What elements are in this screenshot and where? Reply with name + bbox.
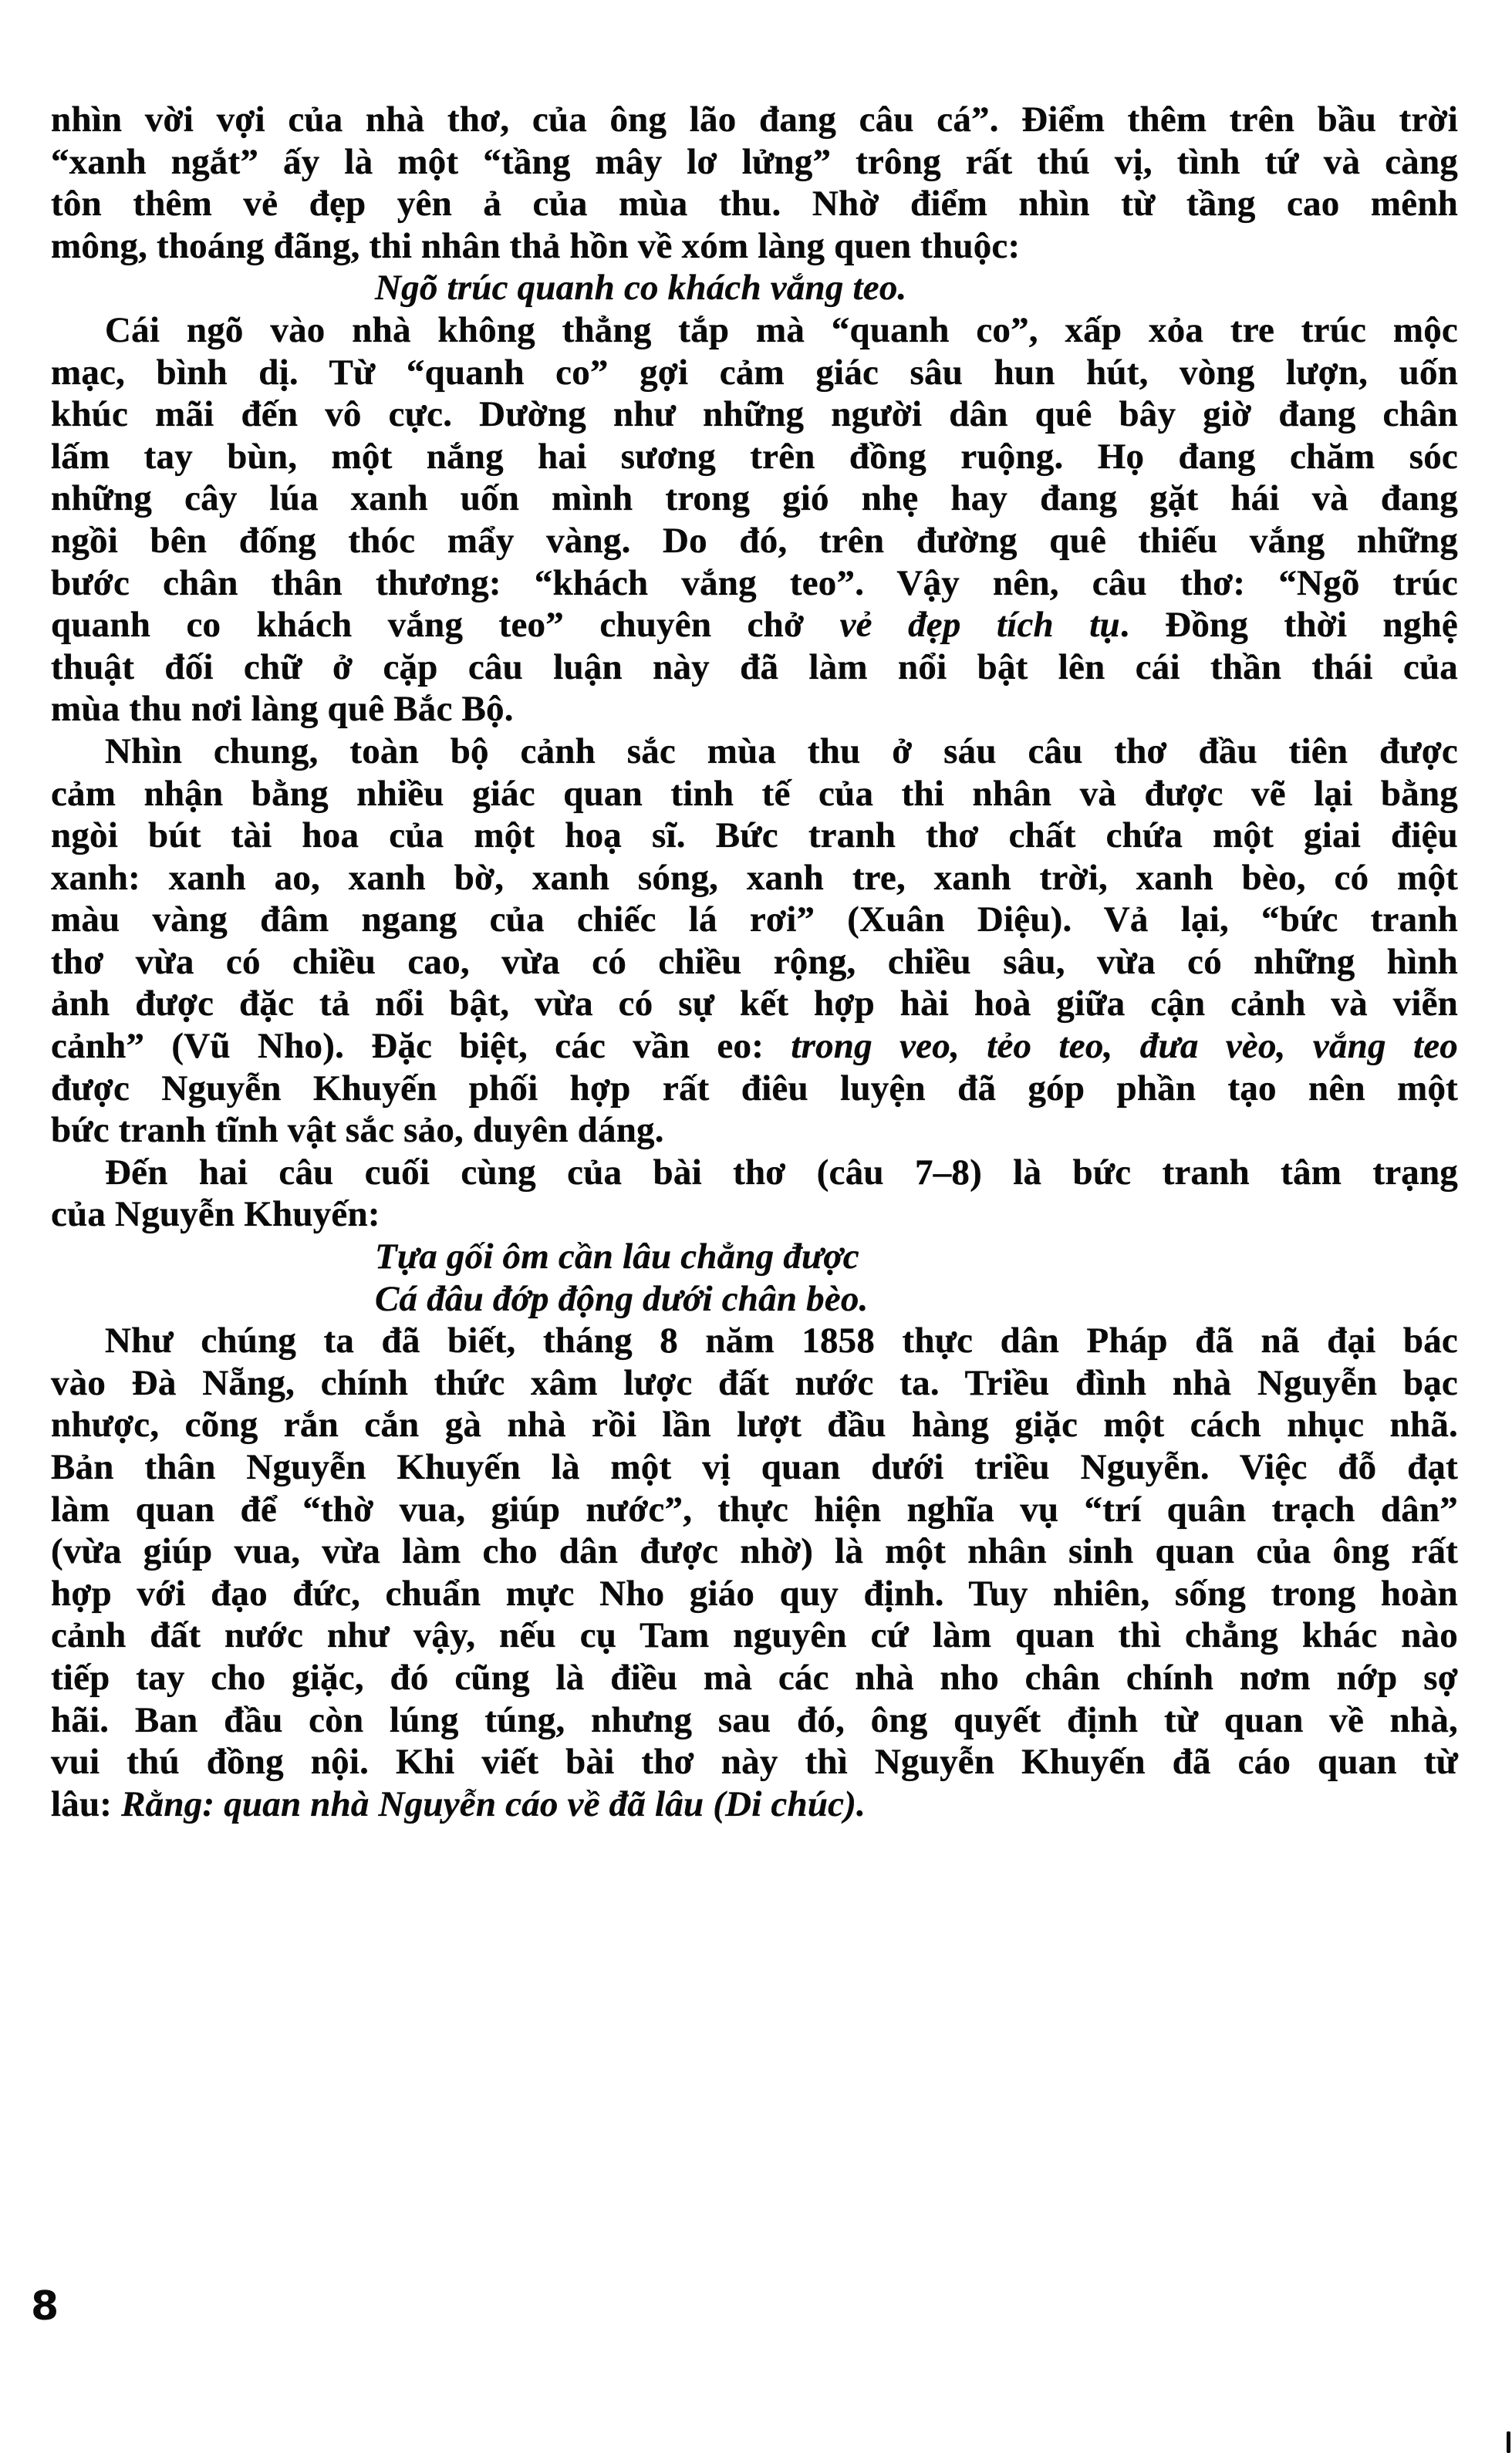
paragraph-line: làm quan để “thờ vua, giúp nước”, thực hiện nghĩa vụ “trí quân trạch dân” xyxy=(51,1489,1458,1530)
italic-quote-fragment: trong veo, tẻo teo, đưa vèo, vắng teo xyxy=(791,1026,1458,1067)
paragraph-line: tiếp tay cho giặc, đó cũng là điều mà các nhà nho chân chính nơm nớp sợ xyxy=(51,1657,1458,1698)
paragraph-line: màu vàng đâm ngang của chiếc lá rơi” (Xuân Diệu). Vả lại, “bức tranh xyxy=(51,899,1458,940)
scan-artifact-mark xyxy=(1507,2431,1510,2453)
paragraph-line: cảnh đất nước như vậy, nếu cụ Tam nguyên cứ làm quan thì chẳng khác nào xyxy=(51,1615,1458,1656)
italic-quote-fragment: vẻ đẹp tích tụ xyxy=(839,605,1120,646)
paragraph-line xyxy=(51,604,1458,646)
text-fragment: quanh co khách vắng teo” chuyên chở xyxy=(51,605,840,646)
paragraph-line: tôn thêm vẻ đẹp yên ả của mùa thu. Nhờ điểm nhìn từ tầng cao mênh xyxy=(51,184,1458,224)
paragraph-line: bước chân thân thương: “khách vắng teo”. Vậy nên, câu thơ: “Ngõ trúc xyxy=(51,562,1458,603)
text-fragment: lâu: xyxy=(51,1783,122,1824)
text-fragment: . Đồng thời nghệ xyxy=(1119,605,1458,646)
page-number: 8 xyxy=(31,2283,59,2330)
paragraph-line: mông, thoáng đãng, thi nhân thả hồn về xóm làng quen thuộc: xyxy=(51,225,1021,266)
paragraph-line: cảm nhận bằng nhiều giác quan tinh tế của thi nhân và được vẽ lại bằng xyxy=(51,773,1458,814)
paragraph-line: xanh: xanh ao, xanh bờ, xanh sóng, xanh tre, xanh trời, xanh bèo, có một xyxy=(51,857,1458,898)
paragraph-line: thơ vừa có chiều cao, vừa có chiều rộng, chiều sâu, vừa có những hình xyxy=(51,941,1458,982)
paragraph-line: khúc mãi đến vô cực. Dường như những người dân quê bây giờ đang chân xyxy=(51,394,1458,435)
paragraph-line: thuật đối chữ ở cặp câu luận này đã làm nổi bật lên cái thần thái của xyxy=(51,646,1458,687)
paragraph-line xyxy=(51,1025,1458,1068)
paragraph-line: được Nguyễn Khuyến phối hợp rất điêu luyện đã góp phần tạo nên một xyxy=(51,1068,1458,1108)
poem-verse-line: Cá đâu đớp động dưới chân bèo. xyxy=(375,1278,869,1319)
paragraph-line: lấm tay bùn, một nắng hai sương trên đồng ruộng. Họ đang chăm sóc xyxy=(51,436,1458,477)
poem-verse-line: Tựa gối ôm cần lâu chẳng được xyxy=(375,1237,859,1277)
paragraph-line: nhược, cõng rắn cắn gà nhà rồi lần lượt đầu hàng giặc một cách nhục nhã. xyxy=(51,1405,1458,1446)
paragraph-line: vui thú đồng nội. Khi viết bài thơ này thì Nguyễn Khuyến đã cáo quan từ xyxy=(51,1742,1458,1783)
paragraph-first-line: Như chúng ta đã biết, tháng 8 năm 1858 thực dân Pháp đã nã đại bác xyxy=(105,1321,1458,1361)
body-text xyxy=(51,99,1458,1825)
paragraph-first-line: Cái ngõ vào nhà không thẳng tắp mà “quanh co”, xấp xỏa tre trúc mộc xyxy=(105,309,1458,350)
paragraph-line: vào Đà Nẵng, chính thức xâm lược đất nước ta. Triều đình nhà Nguyễn bạc xyxy=(51,1362,1458,1403)
paragraph-line xyxy=(51,1783,1458,1826)
paragraph-first-line: Nhìn chung, toàn bộ cảnh sắc mùa thu ở sáu câu thơ đầu tiên được xyxy=(105,731,1458,771)
paragraph-line: ngồi bên đống thóc mẩy vàng. Do đó, trên đường quê thiếu vắng những xyxy=(51,520,1458,561)
paragraph-line: của Nguyễn Khuyến: xyxy=(51,1194,380,1235)
paragraph-line: Bản thân Nguyễn Khuyến là một vị quan dưới triều Nguyễn. Việc đỗ đạt xyxy=(51,1447,1458,1487)
paragraph-line: ảnh được đặc tả nổi bật, vừa có sự kết hợp hài hoà giữa cận cảnh và viễn xyxy=(51,984,1458,1024)
paragraph-line: “xanh ngắt” ấy là một “tầng mây lơ lửng” trông rất thú vị, tình tứ và càng xyxy=(51,141,1458,182)
text-fragment: cảnh” (Vũ Nho). Đặc biệt, các vần eo: xyxy=(51,1026,791,1067)
paragraph-line: hãi. Ban đầu còn lúng túng, nhưng sau đó, ông quyết định từ quan về nhà, xyxy=(51,1699,1458,1740)
paragraph-line: mạc, bình dị. Từ “quanh co” gợi cảm giác sâu hun hút, vòng lượn, uốn xyxy=(51,352,1458,393)
paragraph-line: nhìn vời vợi của nhà thơ, của ông lão đang câu cá”. Điểm thêm trên bầu trời xyxy=(51,100,1458,140)
italic-quote-fragment: Rằng: quan nhà Nguyễn cáo về đã lâu (Di chúc). xyxy=(121,1783,866,1824)
paragraph-line: những cây lúa xanh uốn mình trong gió nhẹ hay đang gặt hái và đang xyxy=(51,478,1458,519)
paragraph-line: ngòi bút tài hoa của một hoạ sĩ. Bức tranh thơ chất chứa một giai điệu xyxy=(51,815,1458,856)
poem-verse-line: Ngõ trúc quanh co khách vắng teo. xyxy=(375,268,907,309)
paragraph-line: mùa thu nơi làng quê Bắc Bộ. xyxy=(51,689,514,730)
paragraph-line: bức tranh tĩnh vật sắc sảo, duyên dáng. xyxy=(51,1110,664,1151)
paragraph-first-line: Đến hai câu cuối cùng của bài thơ (câu 7–8) là bức tranh tâm trạng xyxy=(105,1152,1458,1193)
paragraph-line: hợp với đạo đức, chuẩn mực Nho giáo quy định. Tuy nhiên, sống trong hoàn xyxy=(51,1573,1458,1614)
paragraph-line: (vừa giúp vua, vừa làm cho dân được nhờ) là một nhân sinh quan của ông rất xyxy=(51,1531,1458,1572)
